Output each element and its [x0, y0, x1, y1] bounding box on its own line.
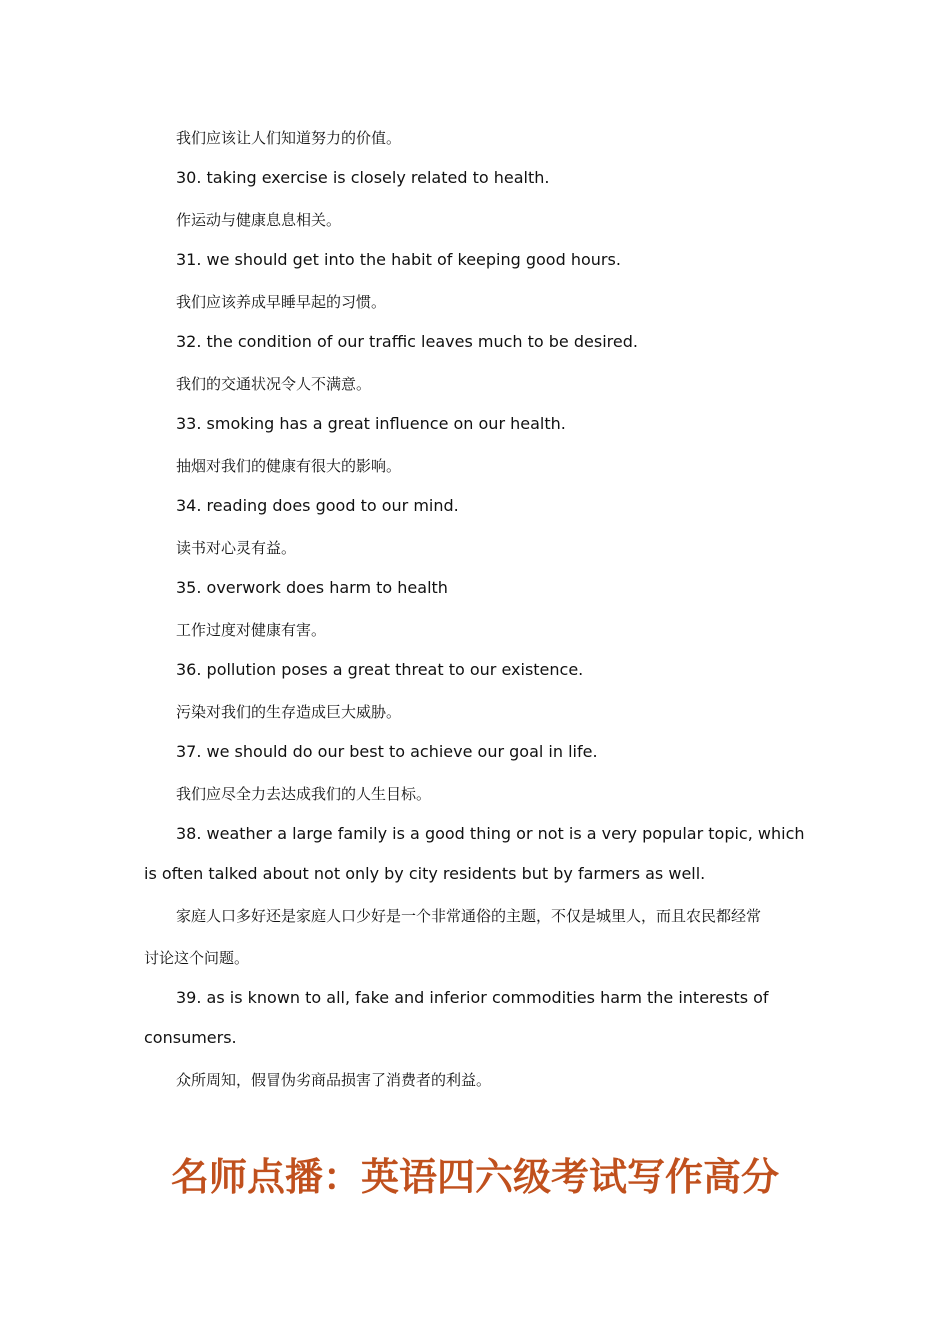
line-37-chinese: 我们应尽全力去达成我们的人生目标。 [176, 785, 432, 803]
line-38-chinese-second: 讨论这个问题。 [144, 949, 250, 967]
line-30-chinese: 作运动与健康息息相关。 [176, 211, 342, 229]
line-39-english-first: 39. as is known to all, fake and inferior commodities harm the interests of [176, 988, 769, 1007]
line-38-english-second: is often talked about not only by city residents but by farmers as well. [144, 864, 706, 883]
line-32-chinese: 我们的交通状况令人不满意。 [176, 375, 372, 393]
line-31-english: 31. we should get into the habit of keeping good hours. [176, 250, 621, 269]
line-39-english-second: consumers. [144, 1028, 237, 1047]
line-29-chinese: 我们应该让人们知道努力的价值。 [176, 129, 402, 147]
section-title: 名师点播：英语四六级考试写作高分 [170, 1154, 779, 1199]
line-39-chinese: 众所周知，假冒伪劣商品损害了消费者的利益。 [176, 1071, 492, 1089]
line-38-chinese-first: 家庭人口多好还是家庭人口少好是一个非常通俗的主题，不仅是城里人，而且农民都经常 [176, 907, 762, 925]
line-33-english: 33. smoking has a great influence on our health. [176, 414, 566, 433]
line-30-english: 30. taking exercise is closely related to health. [176, 168, 550, 187]
line-32-english: 32. the condition of our traffic leaves much to be desired. [176, 332, 638, 351]
line-34-chinese: 读书对心灵有益。 [176, 539, 297, 557]
line-38-english-first: 38. weather a large family is a good thing or not is a very popular topic, which [176, 824, 805, 843]
line-31-chinese: 我们应该养成早睡早起的习惯。 [176, 293, 387, 311]
line-34-english: 34. reading does good to our mind. [176, 496, 459, 515]
line-36-chinese: 污染对我们的生存造成巨大威胁。 [176, 703, 402, 721]
line-37-english: 37. we should do our best to achieve our goal in life. [176, 742, 598, 761]
line-35-english: 35. overwork does harm to health [176, 578, 448, 597]
line-33-chinese: 抽烟对我们的健康有很大的影响。 [176, 457, 402, 475]
line-36-english: 36. pollution poses a great threat to our existence. [176, 660, 584, 679]
line-35-chinese: 工作过度对健康有害。 [176, 621, 327, 639]
